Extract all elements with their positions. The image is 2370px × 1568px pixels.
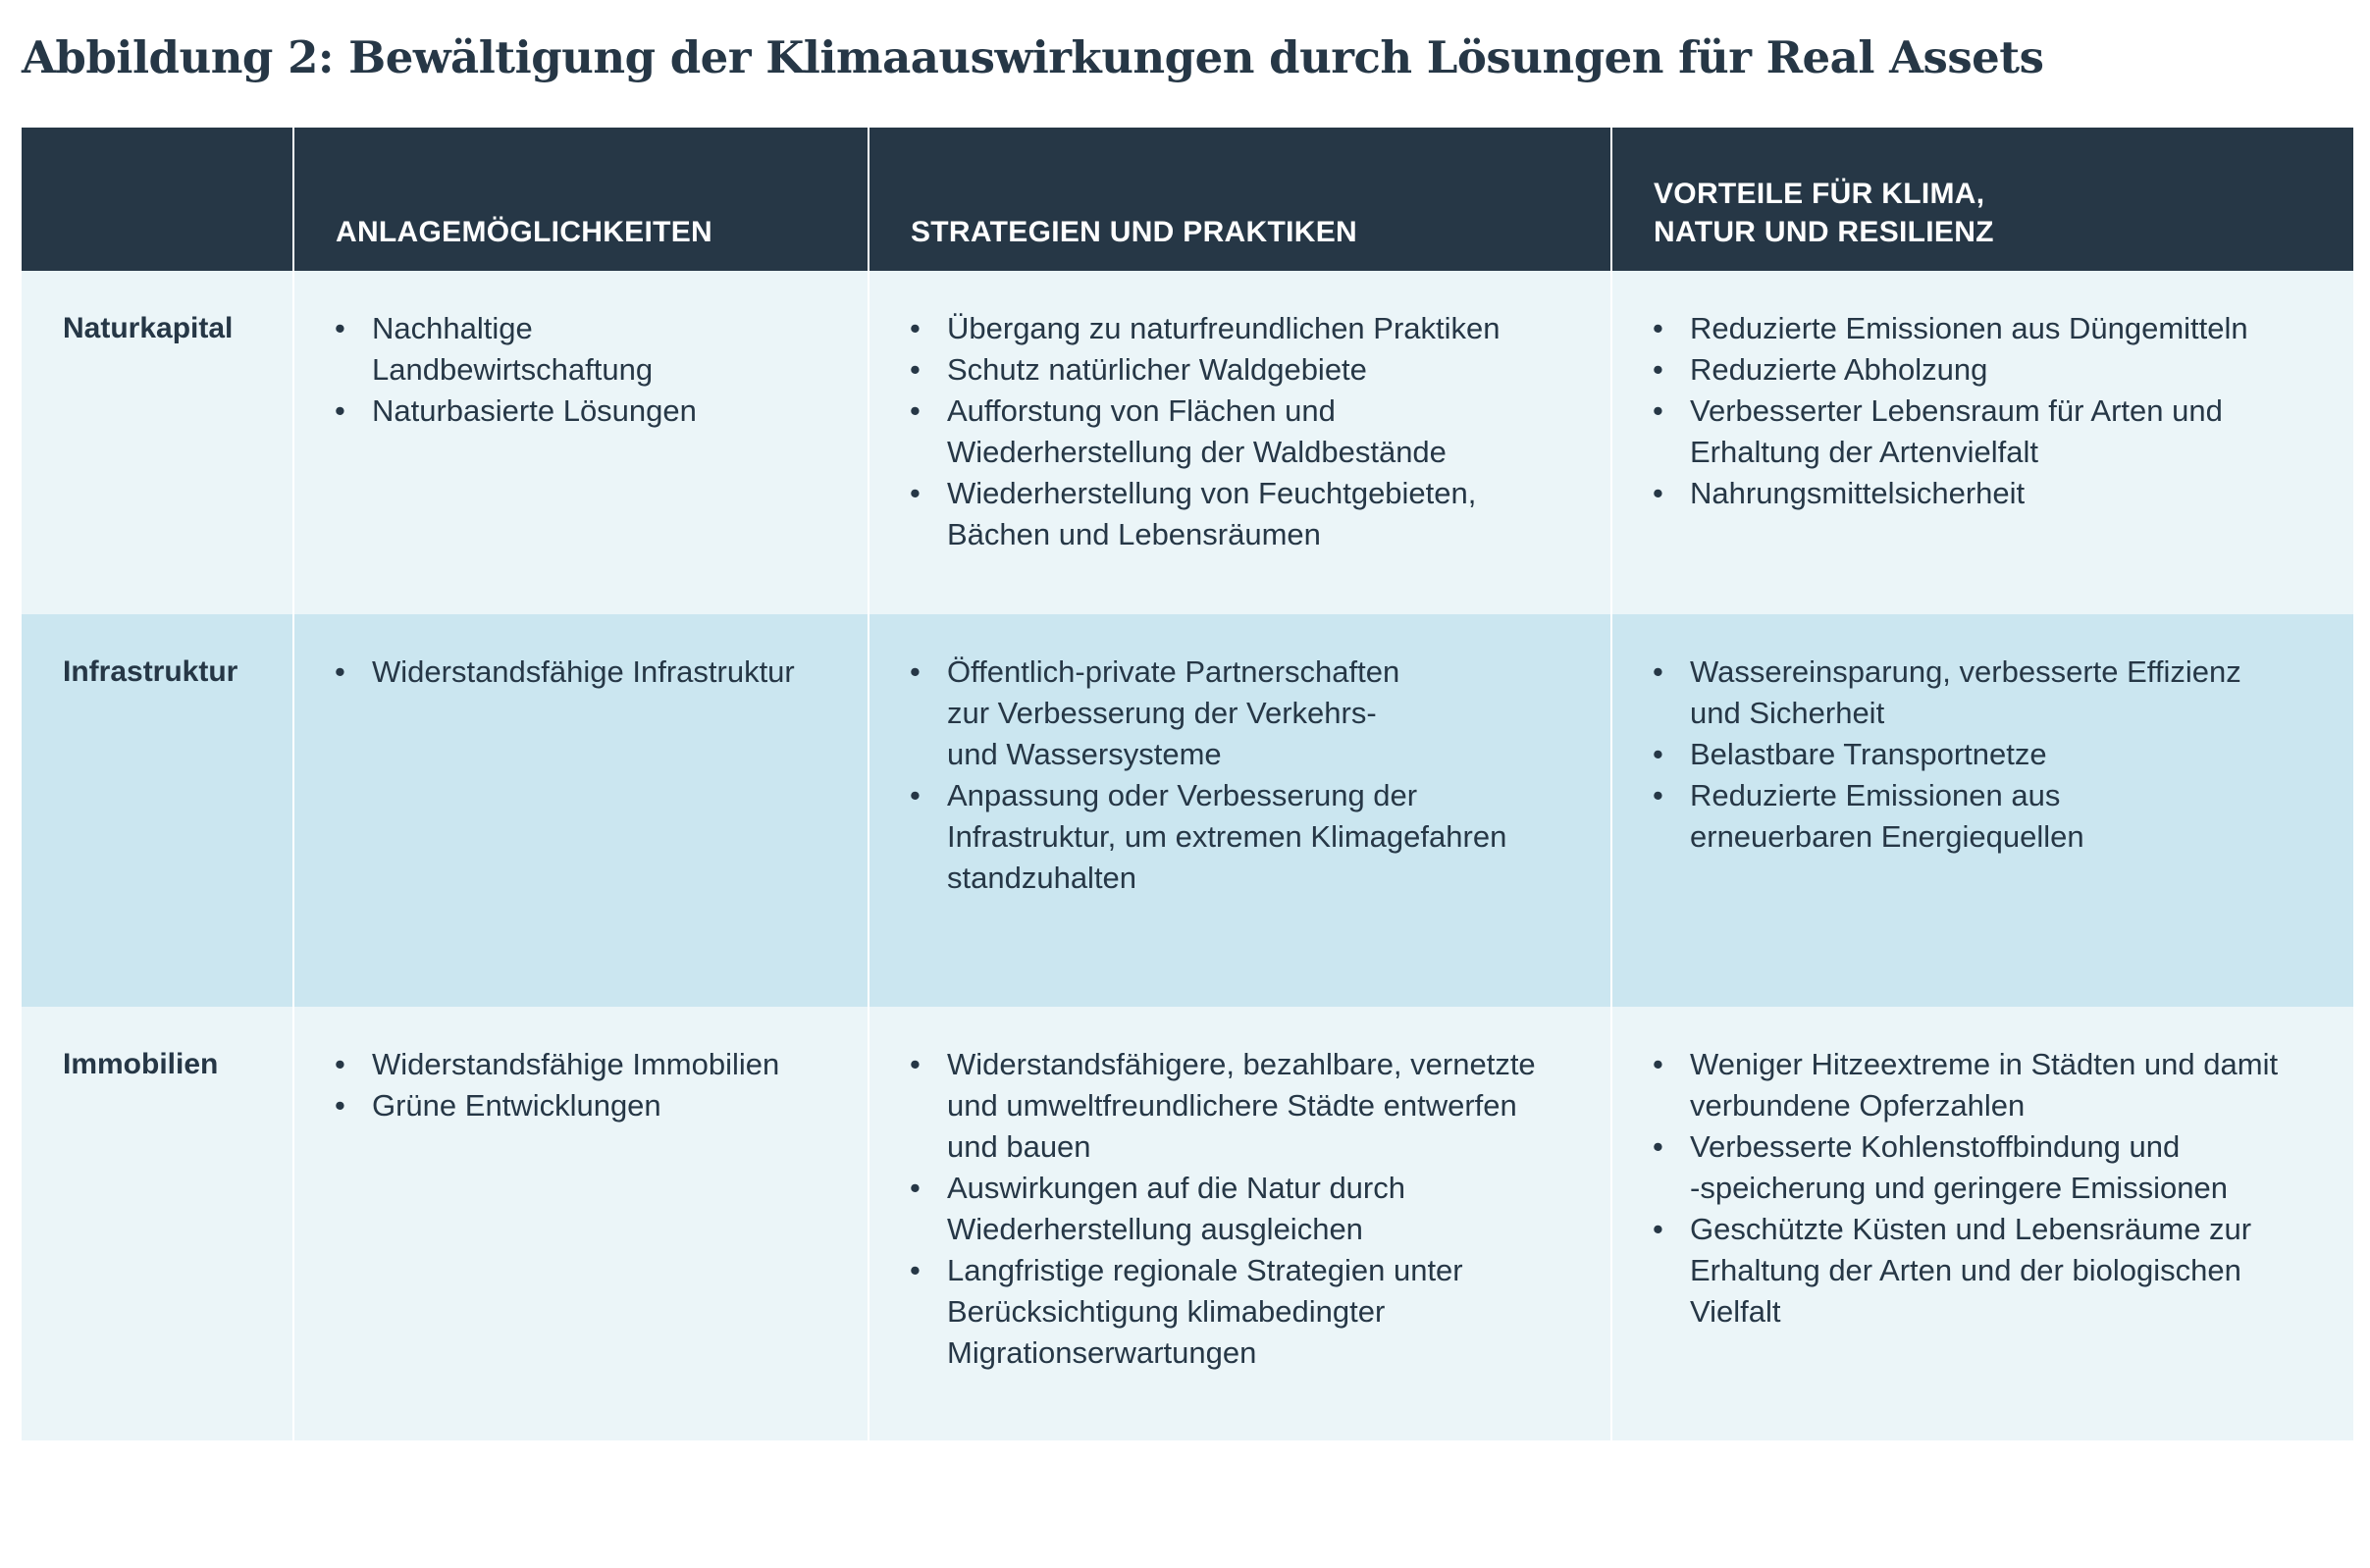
bullet-icon: • [335, 393, 345, 428]
list-item-line: Nahrungsmittelsicherheit [1690, 476, 2026, 510]
list-item-line: -speicherung und geringere Emissionen [1690, 1171, 2228, 1205]
list-item-line: Belastbare Transportnetze [1690, 737, 2047, 771]
list-item-line: und bauen [947, 1129, 1091, 1164]
list-item-line: Reduzierte Abholzung [1690, 352, 1988, 387]
bullet-icon: • [335, 311, 345, 345]
bullet-icon: • [910, 476, 921, 510]
list-item-line: und Wassersysteme [947, 737, 1222, 771]
list-item-line: und umweltfreundlichere Städte entwerfen [947, 1088, 1517, 1123]
bullet-icon: • [335, 654, 345, 689]
bullet-icon: • [910, 1253, 921, 1287]
list-item [909, 391, 1610, 473]
list-item-line: Bächen und Lebensräumen [947, 517, 1321, 551]
list-item-line: Nachhaltige [372, 311, 533, 345]
cell-infrastruktur-anlagemoeglichkeiten [294, 614, 868, 1007]
list-item [1652, 775, 2353, 858]
list-item-line: Erhaltung der Artenvielfalt [1690, 435, 2038, 469]
list-item-line: Öffentlich-private Partnerschaften [947, 654, 1400, 689]
bullet-list [869, 1007, 1610, 1374]
list-item-line: Widerstandsfähige Immobilien [372, 1047, 780, 1081]
bullet-icon: • [335, 1047, 345, 1081]
list-item-line: Wiederherstellung von Feuchtgebieten, [947, 476, 1477, 510]
list-item-line: Wassereinsparung, verbesserte Effizienz [1690, 654, 2241, 689]
list-item-line: verbundene Opferzahlen [1690, 1088, 2026, 1123]
real-assets-table [22, 128, 2347, 1440]
header-line: STRATEGIEN UND PRAKTIKEN [911, 216, 1357, 248]
bullet-icon: • [910, 1047, 921, 1081]
list-item-line: Langfristige regionale Strategien unter [947, 1253, 1463, 1287]
bullet-icon: • [1653, 352, 1663, 387]
cell-immobilien-vorteile [1612, 1007, 2353, 1440]
bullet-icon: • [910, 1171, 921, 1205]
list-item-line: Grüne Entwicklungen [372, 1088, 661, 1123]
header-line: NATUR UND RESILIENZ [1654, 216, 1994, 248]
cell-infrastruktur-vorteile [1612, 614, 2353, 1007]
list-item-line: Reduzierte Emissionen aus Düngemitteln [1690, 311, 2248, 345]
list-item-line: Wiederherstellung ausgleichen [947, 1212, 1363, 1246]
bullet-icon: • [1653, 654, 1663, 689]
list-item-line: Aufforstung von Flächen und [947, 393, 1336, 428]
bullet-icon: • [1653, 476, 1663, 510]
list-item [1652, 473, 2353, 514]
list-item-line: Reduzierte Emissionen aus [1690, 778, 2061, 812]
bullet-icon: • [1653, 1212, 1663, 1246]
bullet-icon: • [910, 778, 921, 812]
bullet-icon: • [335, 1088, 345, 1123]
list-item [1652, 349, 2353, 391]
list-item-line: Berücksichtigung klimabedingter [947, 1294, 1386, 1329]
list-item [1652, 391, 2353, 473]
bullet-icon: • [1653, 778, 1663, 812]
list-item [909, 652, 1610, 775]
cell-immobilien-strategien [869, 1007, 1610, 1440]
list-item [334, 1085, 868, 1126]
list-item-line: Verbesserter Lebensraum für Arten und [1690, 393, 2223, 428]
cell-immobilien-anlagemoeglichkeiten [294, 1007, 868, 1440]
bullet-icon: • [910, 393, 921, 428]
list-item-line: Vielfalt [1690, 1294, 1781, 1329]
row-label-naturkapital: Naturkapital [22, 271, 292, 614]
header-cell-anlagemoeglichkeiten [294, 128, 868, 271]
list-item-line: Wiederherstellung der Waldbestände [947, 435, 1447, 469]
cell-naturkapital-vorteile [1612, 271, 2353, 614]
list-item [909, 1168, 1610, 1250]
list-item [1652, 1044, 2353, 1126]
list-item [1652, 652, 2353, 734]
bullet-list [1612, 1007, 2353, 1333]
bullet-icon: • [910, 654, 921, 689]
list-item-line: erneuerbaren Energiequellen [1690, 819, 2084, 854]
list-item-line: Widerstandsfähigere, bezahlbare, vernetzte [947, 1047, 1536, 1081]
bullet-icon: • [910, 311, 921, 345]
list-item-line: Migrationserwartungen [947, 1335, 1257, 1370]
list-item-line: standzuhalten [947, 861, 1137, 895]
bullet-list [294, 271, 868, 432]
bullet-icon: • [1653, 393, 1663, 428]
list-item [334, 391, 868, 432]
cell-naturkapital-anlagemoeglichkeiten [294, 271, 868, 614]
list-item-line: Auswirkungen auf die Natur durch [947, 1171, 1405, 1205]
list-item-line: Geschützte Küsten und Lebensräume zur [1690, 1212, 2252, 1246]
bullet-list [294, 1007, 868, 1126]
list-item-line: Weniger Hitzeextreme in Städten und damit [1690, 1047, 2279, 1081]
row-label-infrastruktur: Infrastruktur [22, 614, 292, 1007]
list-item-line: Naturbasierte Lösungen [372, 393, 697, 428]
list-item [1652, 308, 2353, 349]
cell-infrastruktur-strategien [869, 614, 1610, 1007]
list-item-line: Verbesserte Kohlenstoffbindung und [1690, 1129, 2181, 1164]
bullet-icon: • [1653, 311, 1663, 345]
bullet-list [1612, 614, 2353, 858]
list-item [909, 349, 1610, 391]
list-item-line: und Sicherheit [1690, 696, 1885, 730]
cell-naturkapital-strategien [869, 271, 1610, 614]
list-item [909, 308, 1610, 349]
list-item-line: Schutz natürlicher Waldgebiete [947, 352, 1367, 387]
list-item [334, 308, 868, 391]
bullet-list [1612, 271, 2353, 514]
list-item [909, 473, 1610, 555]
bullet-icon: • [1653, 737, 1663, 771]
list-item-line: zur Verbesserung der Verkehrs- [947, 696, 1377, 730]
figure-title: Abbildung 2: Bewältigung der Klimaauswirkungen durch Lösungen für Real Assets [22, 31, 2044, 83]
row-label-immobilien: Immobilien [22, 1007, 292, 1440]
list-item-line: Landbewirtschaftung [372, 352, 654, 387]
bullet-list [869, 614, 1610, 899]
list-item [909, 775, 1610, 899]
list-item [1652, 1126, 2353, 1209]
list-item-line: Widerstandsfähige Infrastruktur [372, 654, 795, 689]
list-item-line: Übergang zu naturfreundlichen Praktiken [947, 311, 1501, 345]
bullet-icon: • [1653, 1129, 1663, 1164]
bullet-icon: • [910, 352, 921, 387]
header-cell-corner [22, 128, 292, 271]
list-item [1652, 734, 2353, 775]
list-item [334, 652, 868, 693]
header-line: VORTEILE FÜR KLIMA, [1654, 178, 1985, 210]
header-cell-strategien [869, 128, 1610, 271]
list-item-line: Infrastruktur, um extremen Klimagefahren [947, 819, 1507, 854]
list-item [909, 1250, 1610, 1374]
header-text [869, 213, 1357, 251]
list-item [334, 1044, 868, 1085]
bullet-list [869, 271, 1610, 555]
header-line: ANLAGEMÖGLICHKEITEN [336, 216, 713, 248]
list-item-line: Erhaltung der Arten und der biologischen [1690, 1253, 2241, 1287]
list-item [909, 1044, 1610, 1168]
header-text [294, 213, 712, 251]
list-item-line: Anpassung oder Verbesserung der [947, 778, 1418, 812]
header-cell-vorteile [1612, 128, 2353, 271]
bullet-icon: • [1653, 1047, 1663, 1081]
bullet-list [294, 614, 868, 693]
header-text [1612, 175, 1994, 251]
list-item [1652, 1209, 2353, 1333]
